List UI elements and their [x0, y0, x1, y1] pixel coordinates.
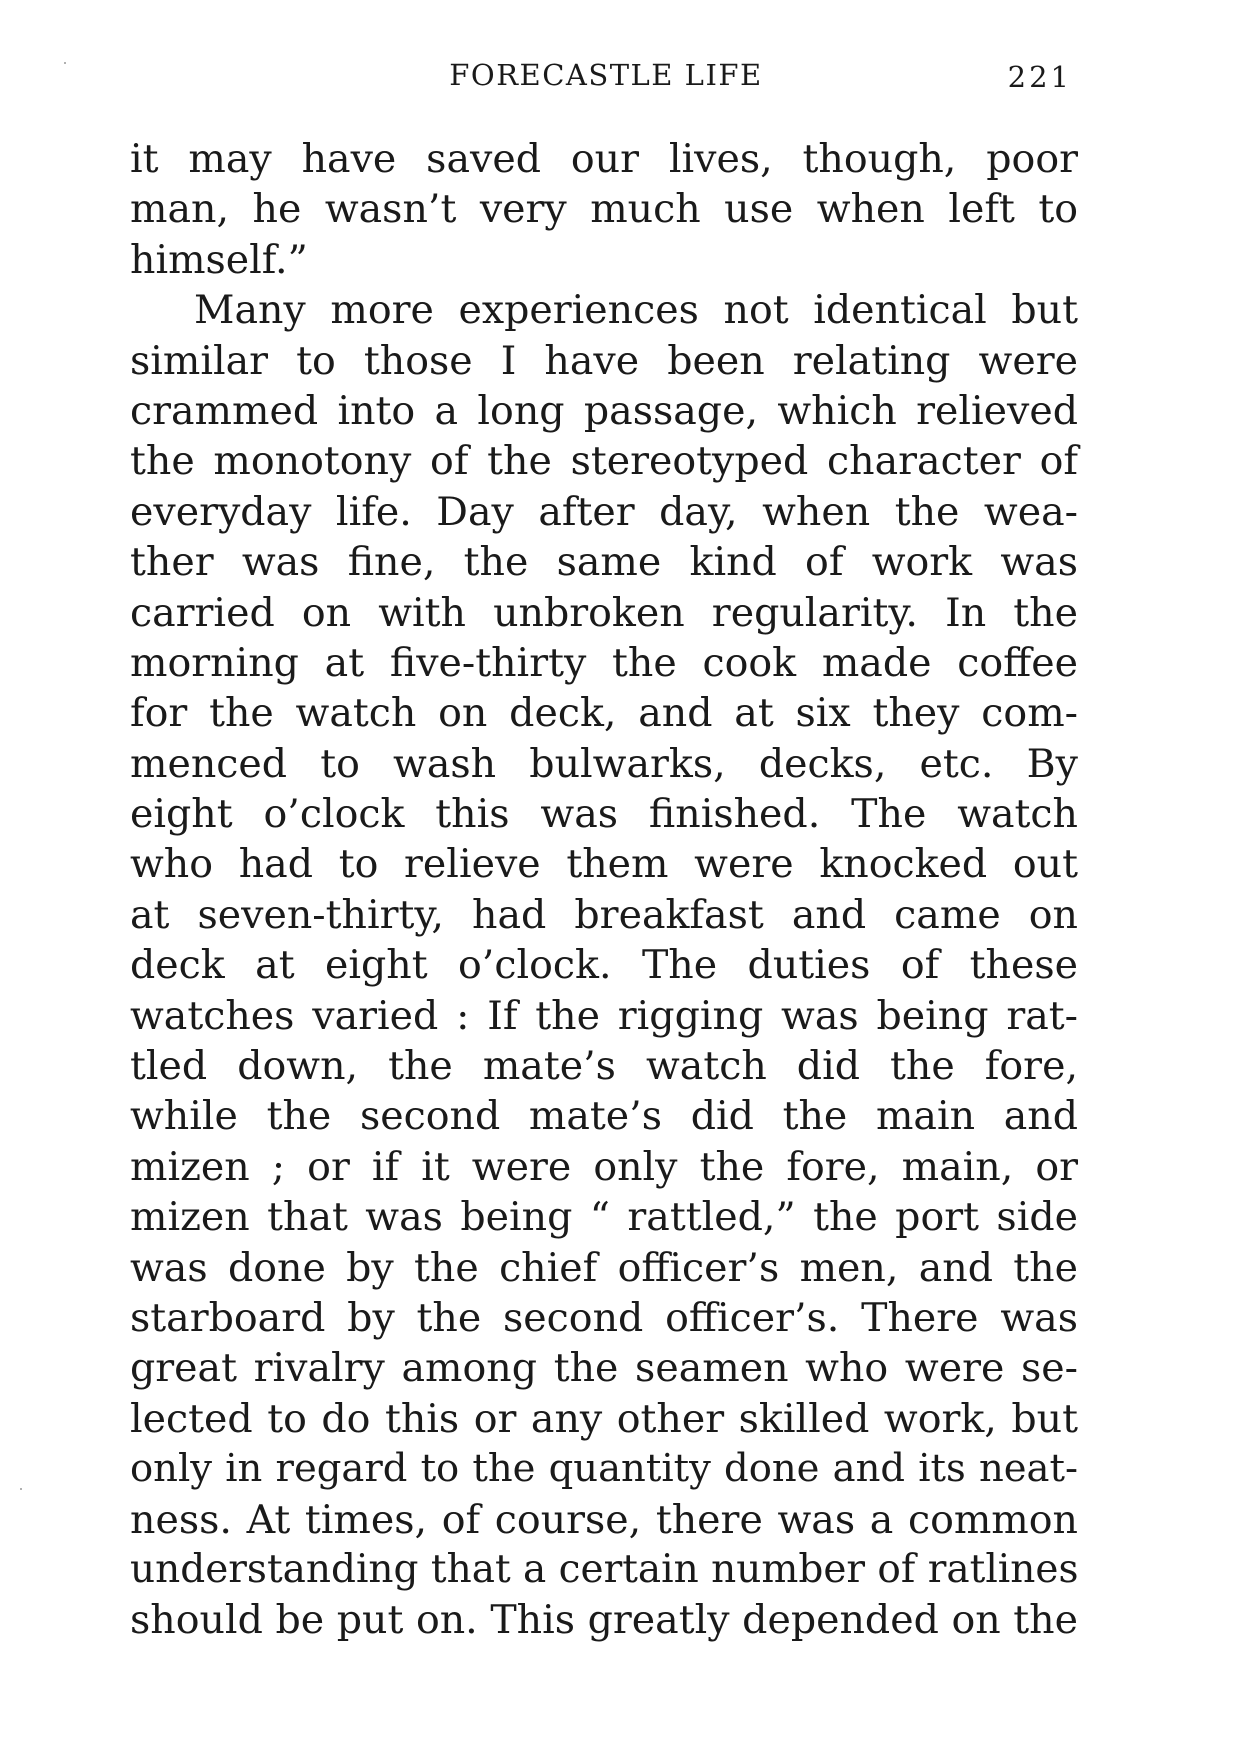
text-line: should be put on. This greatly depended on the: [130, 1597, 1078, 1644]
text-line: himself.”: [130, 236, 308, 283]
text-line: everyday life. Day after day, when the wea-: [130, 488, 1078, 535]
text-line: deck at eight o’clock. The duties of these: [130, 942, 1078, 989]
text-line: the monotony of the stereotyped character of: [130, 438, 1078, 485]
text-line: Many more experiences not identical but: [194, 287, 1078, 334]
paragraph-2: [130, 285, 1078, 1646]
page-number: 221: [1007, 60, 1072, 94]
text-line: watches varied : If the rigging was being rat-: [130, 992, 1078, 1039]
text-line: tled down, the mate’s watch did the fore,: [130, 1043, 1078, 1090]
text-line: who had to relieve them were knocked out: [130, 841, 1078, 888]
text-line: morning at five-thirty the cook made coffee: [130, 639, 1078, 686]
text-line: was done by the chief officer’s men, and the: [130, 1244, 1078, 1291]
body-text: [130, 134, 1078, 1646]
text-line: similar to those I have been relating were: [130, 337, 1078, 384]
scan-speck: [20, 1488, 22, 1490]
running-head: [130, 58, 1082, 98]
text-line: ther was fine, the same kind of work was: [130, 539, 1078, 586]
text-line: while the second mate’s did the main and: [130, 1093, 1078, 1140]
text-line: menced to wash bulwarks, decks, etc. By: [130, 740, 1078, 787]
text-line: understanding that a certain number of ratlines: [130, 1546, 1079, 1592]
text-line: great rivalry among the seamen who were se-: [130, 1345, 1078, 1392]
text-line: at seven-thirty, had breakfast and came on: [130, 891, 1078, 938]
text-line: mizen ; or if it were only the fore, main, or: [130, 1143, 1078, 1190]
text-line: ness. At times, of course, there was a common: [130, 1496, 1078, 1543]
text-line: crammed into a long passage, which relieved: [130, 387, 1078, 434]
text-line: for the watch on deck, and at six they com-: [130, 690, 1078, 737]
running-title: FORECASTLE LIFE: [449, 58, 763, 92]
text-line: carried on with unbroken regularity. In the: [130, 589, 1078, 636]
text-line: starboard by the second officer’s. There was: [130, 1294, 1078, 1341]
paragraph-1: [130, 134, 1078, 285]
text-line: man, he wasn’t very much use when left to: [130, 186, 1078, 233]
text-line: eight o’clock this was finished. The watch: [130, 791, 1078, 838]
scan-speck: [64, 62, 66, 64]
text-line: it may have saved our lives, though, poor: [130, 136, 1078, 182]
text-line: mizen that was being “ rattled,” the port side: [130, 1194, 1078, 1241]
text-line: lected to do this or any other skilled work, but: [130, 1395, 1078, 1442]
text-line: only in regard to the quantity done and its neat-: [130, 1446, 1078, 1492]
